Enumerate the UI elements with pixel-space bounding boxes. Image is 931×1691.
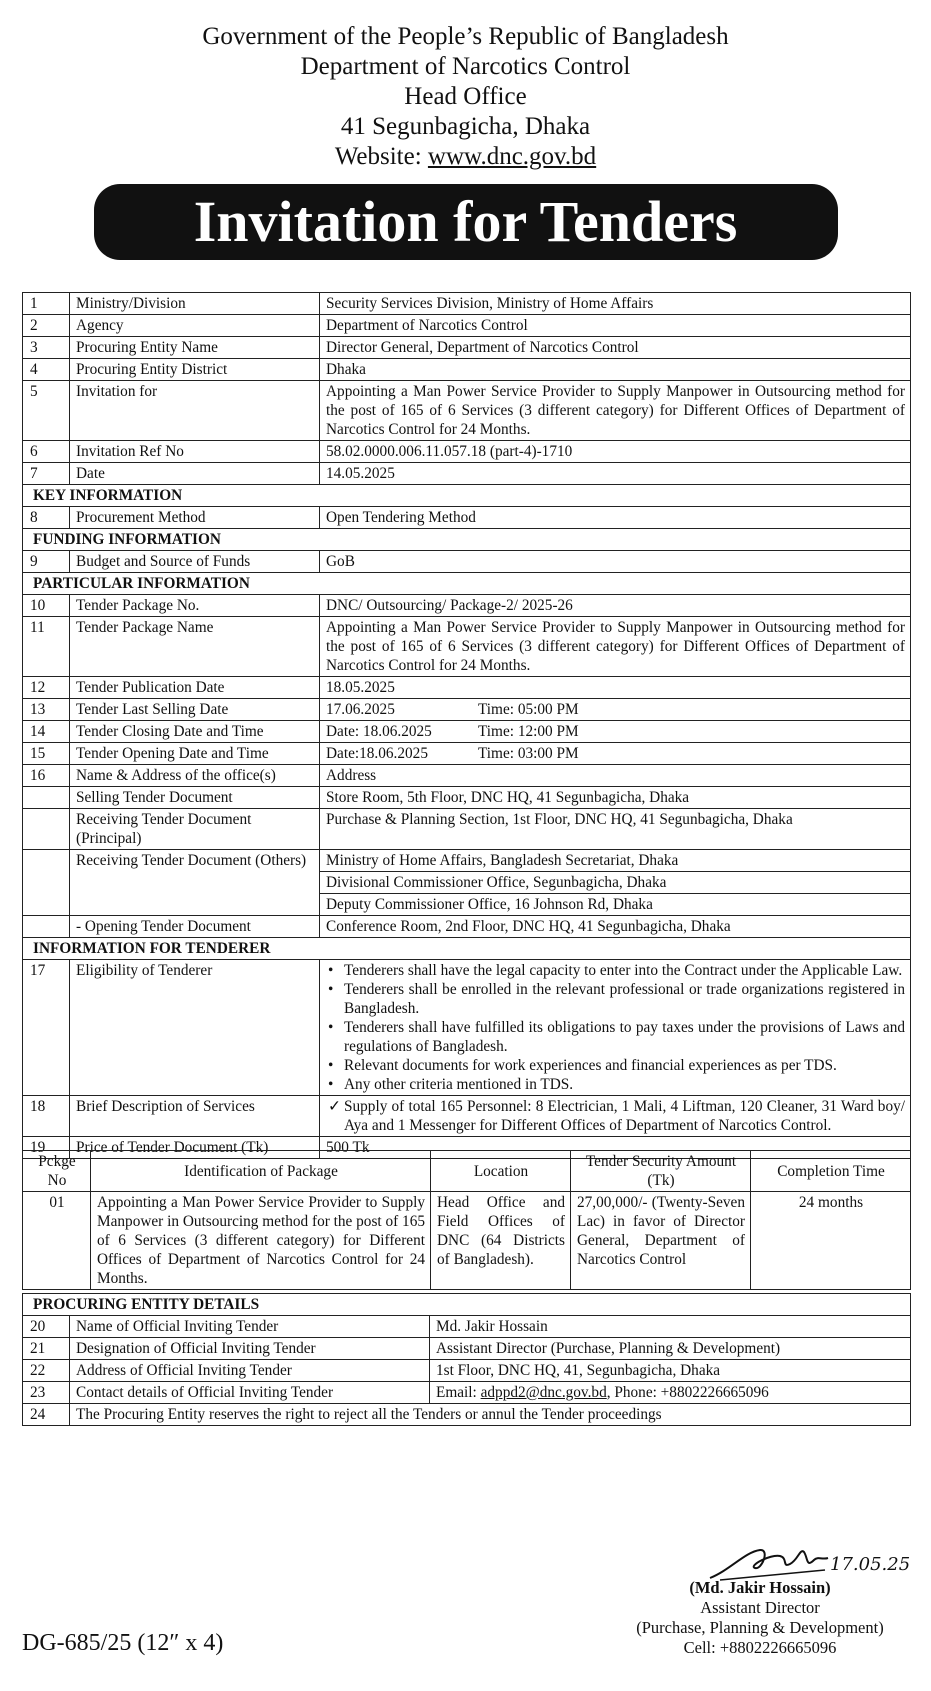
empty-cell [23,850,70,916]
row-label: Name & Address of the office(s) [70,765,320,787]
row-number: 17 [23,960,70,1096]
date-value: Date:18.06.2025 [326,745,428,762]
row-number: 21 [23,1338,70,1360]
row-label: Tender Publication Date [70,677,320,699]
header-department: Department of Narcotics Control [300,53,631,80]
row-value: Department of Narcotics Control [320,315,911,337]
signatory-name: (Md. Jakir Hossain) [689,1578,831,1597]
handwritten-date: 17.05.25 [830,1554,910,1575]
list-item: • Tenderers shall have fulfilled its obligations to pay taxes under the provisions of Laws and regulations of Bangladesh. [344,1018,905,1056]
row-value [320,699,911,721]
row-value: Divisional Commissioner Office, Segunbagicha, Dhaka [320,872,911,894]
row-number: 12 [23,677,70,699]
table-row [23,960,911,1096]
row-number: 5 [23,381,70,441]
row-label: Receiving Tender Document (Principal) [70,809,320,850]
row-value: Director General, Department of Narcotics Control [320,337,911,359]
section-title: FUNDING INFORMATION [23,529,911,551]
row-label: Procuring Entity District [70,359,320,381]
row-value: Ministry of Home Affairs, Bangladesh Secretariat, Dhaka [320,850,911,872]
time-value: Time: 12:00 PM [478,723,579,740]
completion-time: 24 months [751,1192,911,1290]
row-label: Contact details of Official Inviting Tender [70,1382,430,1404]
row-number: 7 [23,463,70,485]
row-value: Purchase & Planning Section, 1st Floor, DNC HQ, 41 Segunbagicha, Dhaka [320,809,911,850]
row-value: Assistant Director (Purchase, Planning & Development) [430,1338,911,1360]
advertisement-reference: DG-685/25 (12″ x 4) [22,1630,224,1656]
table-row [23,721,911,743]
row-value: Store Room, 5th Floor, DNC HQ, 41 Segunbagicha, Dhaka [320,787,911,809]
row-number: 22 [23,1360,70,1382]
row-value: 1st Floor, DNC HQ, 41, Segunbagicha, Dhaka [430,1360,911,1382]
list-item: • Tenderers shall be enrolled in the relevant professional or trade organizations registered in Bangladesh. [344,980,905,1018]
row-value: Security Services Division, Ministry of Home Affairs [320,293,911,315]
table-row [23,677,911,699]
table-row [23,1338,911,1360]
table-row [23,507,911,529]
section-header [23,938,911,960]
table-header-row [23,1151,911,1192]
table-row [23,1382,911,1404]
column-header: Location [431,1151,571,1192]
row-number: 19 [23,1137,70,1159]
row-value [320,721,911,743]
column-header: Pckge No [23,1151,91,1192]
row-label: Price of Tender Document (Tk) [70,1137,320,1159]
table-row [23,441,911,463]
signature-space [600,1540,920,1578]
table-row [23,1404,911,1426]
row-number: 24 [23,1404,70,1426]
section-header [23,573,911,595]
table-row [23,381,911,441]
table-row [23,916,911,938]
time-value: Time: 03:00 PM [478,745,579,762]
table-row [23,699,911,721]
column-header: Completion Time [751,1151,911,1192]
header-office: Head Office [404,83,527,110]
title-banner: Invitation for Tenders [94,184,838,260]
section-header [23,1294,911,1316]
row-label: Tender Closing Date and Time [70,721,320,743]
row-value: Conference Room, 2nd Floor, DNC HQ, 41 Segunbagicha, Dhaka [320,916,911,938]
row-number: 20 [23,1316,70,1338]
list-item: • Tenderers shall have the legal capacity to enter into the Contract under the Applicable Law. [344,961,905,980]
row-label: Selling Tender Document [70,787,320,809]
phone-value: , Phone: +8802226665096 [606,1384,769,1401]
website-link[interactable]: www.dnc.gov.bd [427,143,597,170]
row-label: Brief Description of Services [70,1096,320,1137]
row-label: Invitation for [70,381,320,441]
row-number: 6 [23,441,70,463]
table-row [23,315,911,337]
header-government: Government of the People’s Republic of Bangladesh [202,23,729,50]
row-label: Name of Official Inviting Tender [70,1316,430,1338]
row-number: 9 [23,551,70,573]
row-number: 18 [23,1096,70,1137]
signatory-department: (Purchase, Planning & Development) [636,1618,884,1637]
row-number: 4 [23,359,70,381]
website-label: Website: [334,143,428,170]
row-number: 3 [23,337,70,359]
eligibility-list [326,961,905,1094]
table-row [23,1192,911,1290]
date-value: Date: 18.06.2025 [326,723,432,740]
email-link[interactable]: adppd2@dnc.gov.bd [480,1384,607,1401]
row-value: Dhaka [320,359,911,381]
table-row [23,595,911,617]
table-row [23,743,911,765]
row-value: The Procuring Entity reserves the right to reject all the Tenders or annul the Tender proceedings [70,1404,911,1426]
table-row [23,809,911,850]
header-address: 41 Segunbagicha, Dhaka [340,113,591,140]
row-value [320,1096,911,1137]
section-title: KEY INFORMATION [23,485,911,507]
row-number: 2 [23,315,70,337]
row-label: Agency [70,315,320,337]
row-number: 14 [23,721,70,743]
row-value [320,960,911,1096]
row-label: Ministry/Division [70,293,320,315]
empty-cell [23,916,70,938]
row-number: 11 [23,617,70,677]
row-value [430,1382,911,1404]
row-value: 18.05.2025 [320,677,911,699]
row-number: 23 [23,1382,70,1404]
row-label: Procurement Method [70,507,320,529]
table-row [23,463,911,485]
list-item: • Any other criteria mentioned in TDS. [344,1075,905,1094]
row-label: Designation of Official Inviting Tender [70,1338,430,1360]
table-row [23,1316,911,1338]
procuring-entity-table [22,1293,911,1426]
row-number: 10 [23,595,70,617]
row-value: GoB [320,551,911,573]
table-row [23,337,911,359]
date-value: 17.06.2025 [326,701,395,718]
row-value: Address [320,765,911,787]
row-value: Open Tendering Method [320,507,911,529]
list-item: ✓ Supply of total 165 Personnel: 8 Electrician, 1 Mali, 4 Liftman, 120 Cleaner, 31 Ward boy/ Aya and 1 Messenger for Different Offices of Department of Narcotics Control. [344,1097,905,1135]
column-header: Identification of Package [91,1151,431,1192]
row-number: 16 [23,765,70,787]
row-value: 500 Tk [320,1137,911,1159]
row-label: Procuring Entity Name [70,337,320,359]
row-value: DNC/ Outsourcing/ Package-2/ 2025-26 [320,595,911,617]
row-value [320,743,911,765]
row-value: Md. Jakir Hossain [430,1316,911,1338]
row-label: Budget and Source of Funds [70,551,320,573]
document-header [0,0,931,172]
row-value: Deputy Commissioner Office, 16 Johnson Rd, Dhaka [320,894,911,916]
row-label: Invitation Ref No [70,441,320,463]
tender-security: 27,00,000/- (Twenty-Seven Lac) in favor of Director General, Department of Narcotics Control [571,1192,751,1290]
section-title: INFORMATION FOR TENDERER [23,938,911,960]
column-header: Tender Security Amount (Tk) [571,1151,751,1192]
signatory-cell: Cell: +8802226665096 [683,1638,837,1657]
row-value: Appointing a Man Power Service Provider to Supply Manpower in Outsourcing method for the post of 165 of 6 Services (3 different category) for Different Offices of Department of Narcotics Control for 24 Months. [320,381,911,441]
row-number: 13 [23,699,70,721]
row-number: 1 [23,293,70,315]
package-number: 01 [23,1192,91,1290]
empty-cell [23,809,70,850]
empty-cell [23,787,70,809]
table-row [23,850,911,872]
package-table [22,1150,911,1290]
table-row [23,787,911,809]
signatory-title: Assistant Director [700,1598,820,1617]
table-row [23,1360,911,1382]
section-title: PARTICULAR INFORMATION [23,573,911,595]
section-title: PROCURING ENTITY DETAILS [23,1294,911,1316]
row-label: Date [70,463,320,485]
row-label: - Opening Tender Document [70,916,320,938]
row-value: 14.05.2025 [320,463,911,485]
section-header [23,485,911,507]
table-row [23,293,911,315]
row-label: Tender Package Name [70,617,320,677]
row-value: 58.02.0000.006.11.057.18 (part-4)-1710 [320,441,911,463]
row-label: Eligibility of Tenderer [70,960,320,1096]
row-value: Appointing a Man Power Service Provider to Supply Manpower in Outsourcing method for the post of 165 of 6 Services (3 different category) for Different Offices of Department of Narcotics Control for 24 Months. [320,617,911,677]
services-list [326,1097,905,1135]
row-label: Tender Package No. [70,595,320,617]
time-value: Time: 05:00 PM [478,701,579,718]
row-label: Tender Opening Date and Time [70,743,320,765]
row-number: 15 [23,743,70,765]
row-label: Receiving Tender Document (Others) [70,850,320,916]
table-row [23,551,911,573]
tender-details-table [22,292,911,1159]
section-header [23,529,911,551]
list-item: • Relevant documents for work experiences and financial experiences as per TDS. [344,1056,905,1075]
table-row [23,765,911,787]
package-location: Head Office and Field Offices of DNC (64 Districts of Bangladesh). [431,1192,571,1290]
signature-block [600,1540,920,1658]
row-number: 8 [23,507,70,529]
table-row [23,1096,911,1137]
row-label: Address of Official Inviting Tender [70,1360,430,1382]
package-identification: Appointing a Man Power Service Provider to Supply Manpower in Outsourcing method for the post of 165 of 6 Services (3 different category) for Different Offices of Department of Narcotics Control for 24 Months. [91,1192,431,1290]
row-label: Tender Last Selling Date [70,699,320,721]
email-label: Email: [436,1384,481,1401]
table-row [23,359,911,381]
table-row [23,617,911,677]
header-website [0,142,931,172]
